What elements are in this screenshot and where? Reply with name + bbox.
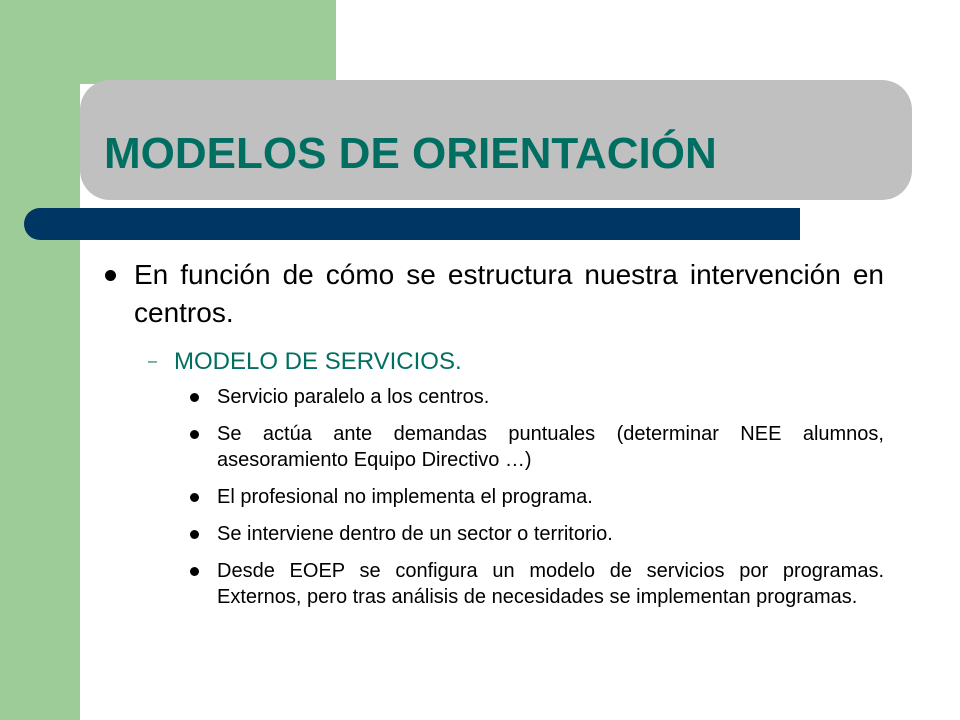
list-item [100,421,884,473]
bullet-level1 [100,256,884,332]
top-green-band [80,0,336,84]
list-item-text: Se actúa ante demandas puntuales (determinar NEE alumnos, asesoramiento Equipo Directivo …) [217,423,884,471]
slide-content [100,256,884,621]
bullet-list-level3 [100,384,884,610]
subheading-text: MODELO DE SERVICIOS. [174,348,462,375]
list-item-text: Servicio paralelo a los centros. [217,386,490,408]
bullet-dot-icon [190,393,199,402]
bullet-dot-icon [105,270,116,281]
list-item-text: Desde EOEP se configura un modelo de servicios por programas. Externos, pero tras análisis de necesidades se implementan programas. [217,560,884,608]
bullet-dot-icon [190,567,199,576]
bullet-dot-icon [190,530,199,539]
left-green-band [0,0,80,720]
bullet-dot-icon [190,493,199,502]
bullet-level1-text: En función de cómo se estructura nuestra intervención en centros. [134,259,884,328]
list-item [100,521,884,547]
list-item-text: El profesional no implementa el programa. [217,486,593,508]
subheading-item [100,346,884,378]
bullet-dot-icon [190,430,199,439]
list-item [100,384,884,410]
list-item-text: Se interviene dentro de un sector o territorio. [217,523,613,545]
list-item [100,484,884,510]
dash-marker: – [148,353,157,370]
slide-title: MODELOS DE ORIENTACIÓN [104,129,717,178]
list-item [100,558,884,610]
title-underline-bar [24,208,800,240]
